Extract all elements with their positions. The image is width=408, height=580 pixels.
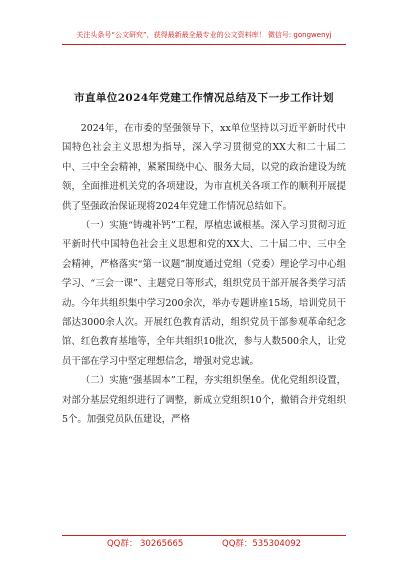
paragraph-intro: 2024年，在市委的坚强领导下，xx单位坚持以习近平新时代中国特色社会主义思想为指导，深入学习贯彻党的XX大和二十届二中、三中全会精神，紧紧围绕中心、服务大局，以党的政治建设为统领，全面推进机关党的各项建设，为市直机关各项工作的顺利开展提供了坚强政治保证现将2024年党建工作情况总结如下。 (62, 123, 346, 212)
footer (0, 537, 408, 549)
paragraph-section-1: （一）实施“铸魂补钙”工程，厚植忠诚根基。深入学习贯彻习近平新时代中国特色社会主义思想和党的XX大、二十届二中、三中全会精神，严格落实“第一议题”制度通过党组（党委）理论学习中心组学习、“三会一课”、主题党日等形式，组织党员干部开展各类学习活动。今年共组织集中学习200余次，举办专题讲座15场，培训党员干部达3000余人次。开展红色教育活动，组织党员干部参观革命纪念馆、红色教育基地等，全年共组织10批次，参与人数500余人，让党员干部在学习中坚定理想信念，增强对党忠诚。 (62, 220, 346, 367)
paragraph-section-2: （二）实施“强基固本”工程，夯实组织堡垒。优化党组织设置，对部分基层党组织进行了调整，新成立党组织10个，撤销合并党组织5个。加强党员队伍建设，严格 (62, 375, 346, 426)
footer-divider (62, 535, 346, 536)
footer-qq-group-2: QQ群：535304092 (222, 539, 302, 549)
document-title: 市直单位2024年党建工作情况总结及下一步工作计划 (74, 92, 334, 104)
header-divider (62, 44, 346, 45)
header-banner: 关注头条号“公文研究”，获得最新最全最专业的公文资料库！ 微信号: gongwenyj (76, 31, 332, 39)
document-body (62, 119, 346, 430)
footer-qq-group-1: QQ群： 30265665 (106, 539, 184, 549)
